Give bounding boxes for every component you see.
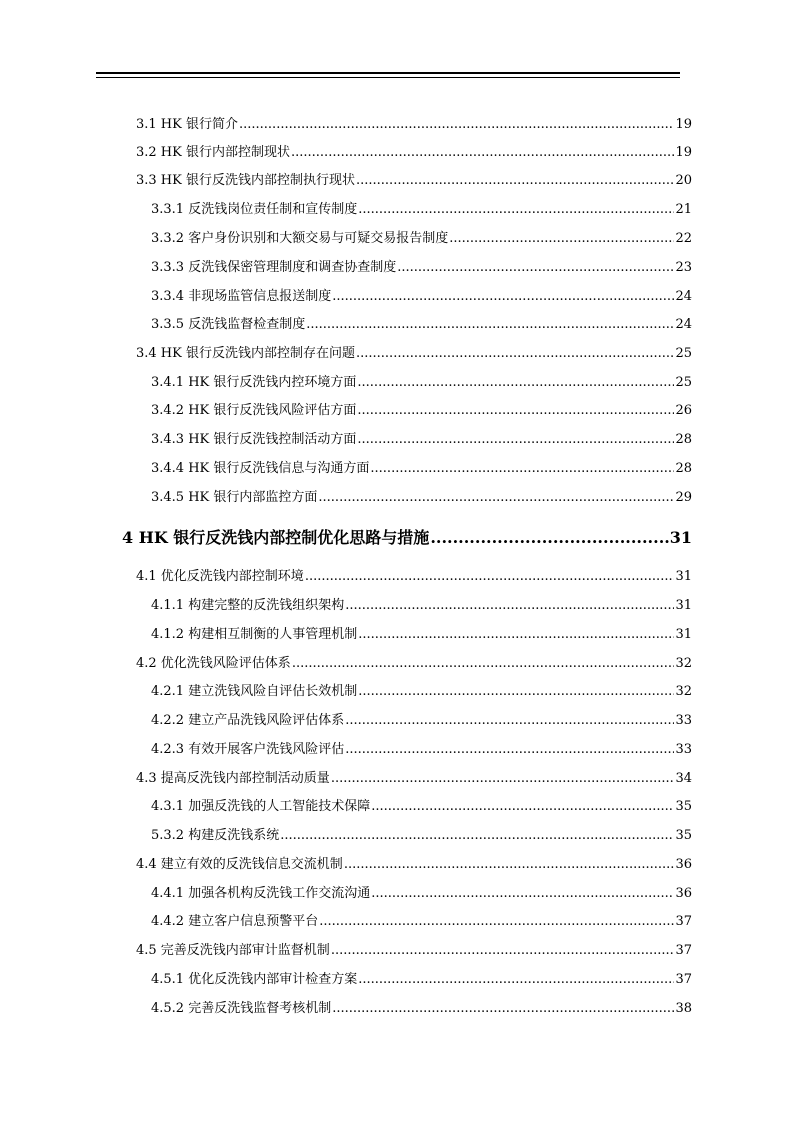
- toc-entry-title: 4.3.1 加强反洗钱的人工智能技术保障: [151, 799, 371, 814]
- toc-entry-title: 4.4.1 加强各机构反洗钱工作交流沟通: [151, 886, 371, 901]
- toc-entry-page-number: 37: [675, 914, 692, 929]
- toc-entry-title: 4.1.2 构建相互制衡的人事管理机制: [151, 627, 358, 642]
- header-rule-thick: [96, 72, 680, 74]
- toc-entry-page-number: 23: [675, 260, 692, 275]
- toc-leader-dots: [358, 627, 674, 643]
- toc-entry[interactable]: [151, 598, 692, 614]
- toc-entry[interactable]: [151, 684, 692, 700]
- toc-entry-page-number: 37: [675, 972, 692, 987]
- toc-entry-title: 4.4 建立有效的反洗钱信息交流机制: [136, 857, 343, 872]
- toc-entry[interactable]: [151, 202, 692, 218]
- toc-leader-dots: [370, 461, 674, 477]
- toc-leader-dots: [357, 432, 674, 448]
- toc-entry-page-number: 19: [675, 117, 692, 132]
- toc-entry-page-number: 22: [675, 231, 692, 246]
- toc-entry-title: 3.4.5 HK 银行内部监控方面: [151, 490, 318, 505]
- toc-leader-dots: [430, 528, 668, 548]
- toc-entry[interactable]: [151, 461, 692, 477]
- toc-entry-title: 3.4.2 HK 银行反洗钱风险评估方面: [151, 403, 357, 418]
- toc-entry[interactable]: [151, 231, 692, 247]
- toc-entry[interactable]: [136, 943, 692, 959]
- toc-leader-dots: [345, 713, 674, 729]
- toc-entry-page-number: 31: [669, 528, 692, 547]
- toc-leader-dots: [331, 771, 675, 787]
- toc-leader-dots: [280, 828, 674, 844]
- toc-leader-dots: [358, 972, 674, 988]
- toc-entry[interactable]: [151, 1001, 692, 1017]
- toc-entry[interactable]: [151, 914, 692, 930]
- toc-entry-title: 3.1 HK 银行简介: [136, 117, 238, 132]
- toc-leader-dots: [344, 857, 675, 873]
- toc-leader-dots: [331, 943, 675, 959]
- toc-entry[interactable]: [151, 289, 692, 305]
- toc-leader-dots: [345, 742, 674, 758]
- toc-entry-title: 4.2.1 建立洗钱风险自评估长效机制: [151, 684, 358, 699]
- toc-entry[interactable]: [151, 317, 692, 333]
- toc-entry-title: 4.2.2 建立产品洗钱风险评估体系: [151, 713, 345, 728]
- toc-entry-title: 3.4.4 HK 银行反洗钱信息与沟通方面: [151, 461, 370, 476]
- toc-leader-dots: [397, 260, 674, 276]
- toc-leader-dots: [318, 490, 674, 506]
- toc-entry[interactable]: [136, 656, 692, 672]
- toc-leader-dots: [358, 684, 674, 700]
- toc-entry-title: 3.3.1 反洗钱岗位责任制和宣传制度: [151, 202, 358, 217]
- toc-leader-dots: [371, 886, 674, 902]
- toc-leader-dots: [449, 231, 674, 247]
- toc-entry-title: 3.3.3 反洗钱保密管理制度和调查协查制度: [151, 260, 397, 275]
- toc-entry[interactable]: [136, 145, 692, 161]
- toc-entry-title: 4.5.2 完善反洗钱监督考核机制: [151, 1001, 332, 1016]
- toc-leader-dots: [357, 403, 674, 419]
- toc-entry-title: 5.3.2 构建反洗钱系统: [151, 828, 280, 843]
- toc-entry-page-number: 19: [675, 145, 692, 160]
- toc-leader-dots: [371, 799, 674, 815]
- toc-entry-page-number: 33: [675, 713, 692, 728]
- toc-entry[interactable]: [151, 972, 692, 988]
- toc-entry[interactable]: [136, 569, 692, 585]
- toc-entry-page-number: 32: [675, 656, 692, 671]
- toc-entry-page-number: 33: [675, 742, 692, 757]
- toc-entry-title: 3.4.1 HK 银行反洗钱内控环境方面: [151, 375, 357, 390]
- toc-entry[interactable]: [151, 742, 692, 758]
- toc-entry[interactable]: [151, 828, 692, 844]
- toc-leader-dots: [356, 173, 674, 189]
- toc-entry-title: 4.1 优化反洗钱内部控制环境: [136, 569, 304, 584]
- toc-leader-dots: [292, 656, 675, 672]
- toc-leader-dots: [345, 598, 674, 614]
- toc-entry[interactable]: [151, 260, 692, 276]
- toc-entry-page-number: 28: [675, 461, 692, 476]
- toc-entry[interactable]: [136, 346, 692, 362]
- toc-entry-page-number: 25: [675, 346, 692, 361]
- toc-entry[interactable]: [151, 375, 692, 391]
- toc-entry-title: 4.1.1 构建完整的反洗钱组织架构: [151, 598, 345, 613]
- toc-entry-page-number: 35: [675, 828, 692, 843]
- toc-entry-title: 4 HK 银行反洗钱内部控制优化思路与措施: [122, 528, 430, 547]
- toc-leader-dots: [332, 289, 674, 305]
- toc-leader-dots: [305, 569, 675, 585]
- toc-leader-dots: [332, 1001, 674, 1017]
- toc-entry-page-number: 28: [675, 432, 692, 447]
- toc-entry[interactable]: [151, 713, 692, 729]
- toc-leader-dots: [356, 346, 674, 362]
- toc-entry-title: 3.3 HK 银行反洗钱内部控制执行现状: [136, 173, 355, 188]
- toc-entry[interactable]: [151, 799, 692, 815]
- toc-entry-page-number: 35: [675, 799, 692, 814]
- toc-entry-title: 4.2.3 有效开展客户洗钱风险评估: [151, 742, 345, 757]
- toc-entry[interactable]: [122, 528, 692, 548]
- toc-entry[interactable]: [151, 627, 692, 643]
- toc-entry-page-number: 36: [675, 857, 692, 872]
- toc-entry-title: 4.3 提高反洗钱内部控制活动质量: [136, 771, 330, 786]
- toc-entry-title: 4.4.2 建立客户信息预警平台: [151, 914, 319, 929]
- toc-entry-title: 3.3.5 反洗钱监督检查制度: [151, 317, 306, 332]
- toc-entry-title: 4.2 优化洗钱风险评估体系: [136, 656, 291, 671]
- toc-entry-page-number: 26: [675, 403, 692, 418]
- toc-entry-page-number: 31: [675, 598, 692, 613]
- toc-entry-title: 3.4.3 HK 银行反洗钱控制活动方面: [151, 432, 357, 447]
- toc-leader-dots: [357, 375, 674, 391]
- toc-entry[interactable]: [136, 117, 692, 133]
- toc-leader-dots: [319, 914, 674, 930]
- toc-leader-dots: [306, 317, 674, 333]
- toc-entry-page-number: 36: [675, 886, 692, 901]
- toc-entry-page-number: 24: [675, 317, 692, 332]
- toc-entry-title: 3.4 HK 银行反洗钱内部控制存在问题: [136, 346, 355, 361]
- toc-entry-page-number: 32: [675, 684, 692, 699]
- toc-entry-page-number: 31: [675, 569, 692, 584]
- toc-leader-dots: [291, 145, 674, 161]
- toc-entry[interactable]: [151, 886, 692, 902]
- header-rule-thin: [96, 77, 680, 78]
- toc-entry-page-number: 31: [675, 627, 692, 642]
- toc-entry-title: 3.3.2 客户身份识别和大额交易与可疑交易报告制度: [151, 231, 449, 246]
- toc-entry-page-number: 20: [675, 173, 692, 188]
- toc-entry[interactable]: [136, 173, 692, 189]
- toc-entry-page-number: 21: [675, 202, 692, 217]
- toc-entry[interactable]: [151, 403, 692, 419]
- toc-leader-dots: [358, 202, 674, 218]
- toc-entry[interactable]: [151, 490, 692, 506]
- toc-entry-page-number: 38: [675, 1001, 692, 1016]
- toc-entry-page-number: 25: [675, 375, 692, 390]
- toc-entry-page-number: 37: [675, 943, 692, 958]
- toc-leader-dots: [239, 117, 674, 133]
- toc-entry-page-number: 29: [675, 490, 692, 505]
- toc-entry[interactable]: [136, 771, 692, 787]
- toc-entry-title: 3.2 HK 银行内部控制现状: [136, 145, 290, 160]
- toc-entry[interactable]: [136, 857, 692, 873]
- toc-entry-title: 4.5 完善反洗钱内部审计监督机制: [136, 943, 330, 958]
- toc-entry[interactable]: [151, 432, 692, 448]
- toc-entry-title: 4.5.1 优化反洗钱内部审计检查方案: [151, 972, 358, 987]
- toc-entry-page-number: 24: [675, 289, 692, 304]
- toc-entry-title: 3.3.4 非现场监管信息报送制度: [151, 289, 332, 304]
- toc-entry-page-number: 34: [675, 771, 692, 786]
